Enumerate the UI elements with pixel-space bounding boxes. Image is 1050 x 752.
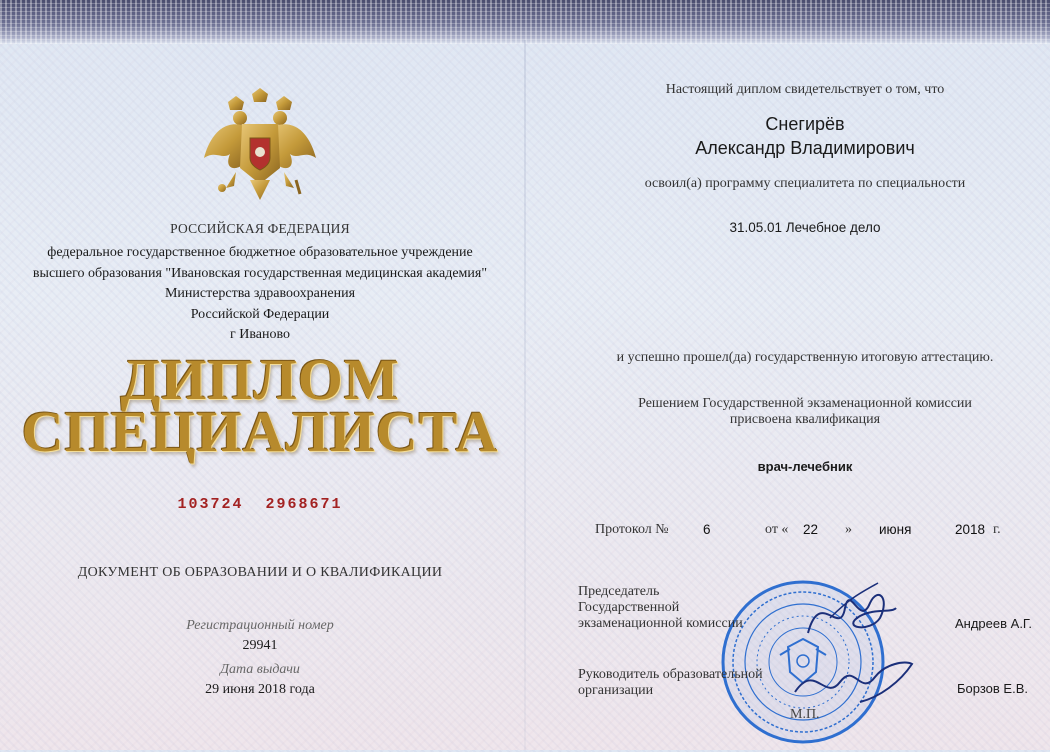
qualification: врач-лечебник: [757, 459, 853, 474]
protocol-year-suffix: г.: [993, 522, 1001, 537]
graduate-surname: Снегирёв: [765, 114, 845, 134]
registration-label: Регистрационный номер: [186, 618, 334, 633]
program-statement: освоил(а) программу специалитета по специальности: [644, 176, 966, 191]
chairman-signature: [800, 578, 900, 648]
protocol-month: июня: [879, 522, 912, 537]
intro-text: Настоящий диплом свидетельствует о том, что: [665, 82, 945, 97]
page-fold: [524, 40, 526, 750]
institution-line: федеральное государственное бюджетное образовательное учреждение: [47, 245, 473, 260]
head-signature: [790, 652, 920, 712]
protocol-from-label: от «: [765, 522, 789, 537]
head-label-line: Руководитель образовательной: [578, 667, 763, 682]
chairman-label-line: экзаменационной комиссии: [578, 616, 743, 631]
serial-number: 103724 2968671: [177, 496, 343, 513]
coat-of-arms-emblem: [200, 88, 320, 206]
attestation-statement: и успешно прошел(да) государственную итоговую аттестацию.: [616, 350, 994, 365]
commission-decision-cont: присвоена квалификация: [729, 412, 881, 427]
specialty: 31.05.01 Лечебное дело: [729, 220, 881, 235]
institution-block: [0, 243, 520, 346]
stamp-place-mark: М.П.: [790, 707, 820, 722]
issue-date-label: Дата выдачи: [220, 662, 300, 677]
head-label: [578, 667, 788, 699]
issue-date: 29 июня 2018 года: [205, 682, 315, 697]
diploma-subtitle: СПЕЦИАЛИСТА: [21, 399, 499, 464]
head-name: Борзов Е.В.: [957, 681, 1028, 696]
protocol-line: [595, 522, 1035, 544]
protocol-number: 6: [703, 522, 711, 537]
head-label-line: организации: [578, 683, 654, 698]
protocol-label: Протокол №: [595, 522, 669, 537]
protocol-year: 2018: [955, 522, 986, 537]
protocol-close-quote: »: [845, 522, 852, 537]
chairman-label-line: Государственной: [578, 600, 680, 615]
country-name: РОССИЙСКАЯ ФЕДЕРАЦИЯ: [170, 221, 350, 236]
graduate-given-names: Александр Владимирович: [695, 138, 915, 158]
institution-line: Российской Федерации: [190, 306, 330, 322]
diploma-title: ДИПЛОМ: [120, 347, 400, 412]
decorative-top-band: [0, 0, 1050, 44]
institution-city: г Иваново: [230, 327, 290, 342]
chairman-name: Андреев А.Г.: [955, 616, 1032, 631]
commission-decision: Решением Государственной экзаменационной комиссии: [638, 396, 972, 411]
protocol-day: 22: [803, 522, 819, 537]
registration-number: 29941: [242, 638, 278, 653]
chairman-label: [578, 584, 788, 632]
chairman-label-line: Председатель: [578, 584, 660, 599]
document-type: ДОКУМЕНТ ОБ ОБРАЗОВАНИИ И О КВАЛИФИКАЦИИ: [77, 565, 443, 580]
institution-line: высшего образования "Ивановская государственная медицинская академия": [32, 265, 488, 281]
institution-line: Министерства здравоохранения: [164, 286, 356, 301]
